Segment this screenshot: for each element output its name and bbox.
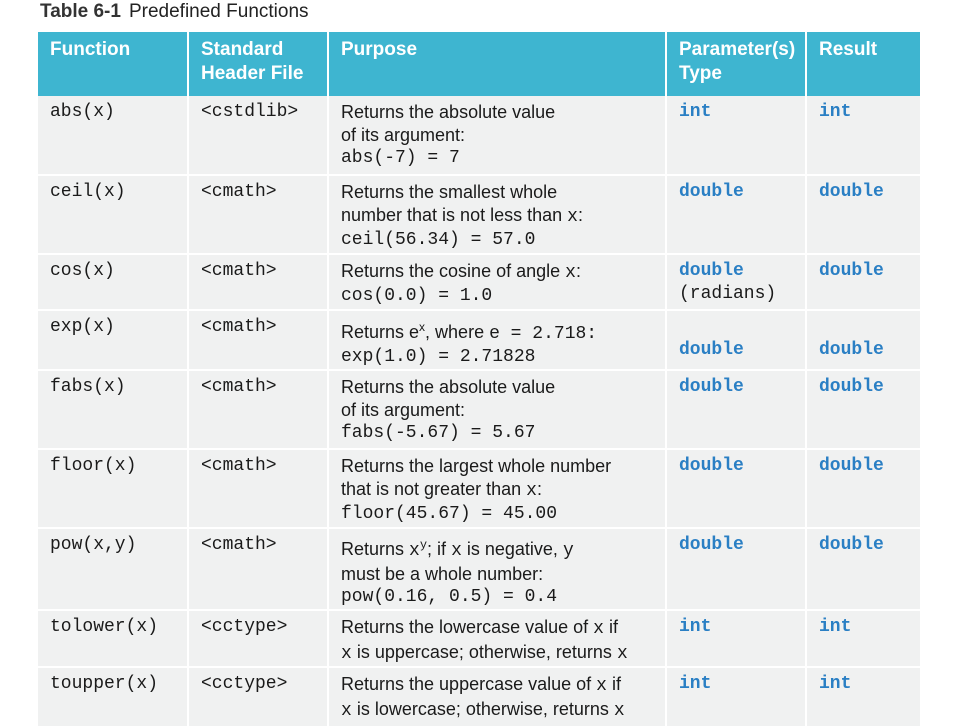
col-header-purpose: Purpose [328, 32, 666, 96]
purpose-line: that is not greater than x: [341, 479, 542, 501]
result-cell: double [806, 449, 920, 528]
result-cell: int [806, 610, 920, 667]
param-type-cell [666, 254, 806, 310]
param-type-cell: int [666, 667, 806, 727]
result-cell [806, 310, 920, 370]
param-type-cell: int [666, 96, 806, 175]
purpose-line: of its argument: [341, 125, 466, 145]
function-cell: pow(x,y) [38, 528, 188, 610]
header-file-cell: <cmath> [188, 310, 328, 370]
function-cell: toupper(x) [38, 667, 188, 727]
table-row [38, 254, 920, 310]
purpose-cell [328, 370, 666, 449]
purpose-cell [328, 667, 666, 727]
predefined-functions-table [38, 32, 920, 728]
purpose-example: floor(45.67) = 45.00 [341, 504, 558, 524]
table-row [38, 96, 920, 175]
purpose-line: Returns the lowercase value of x if [341, 617, 618, 639]
param-type-cell: int [666, 610, 806, 667]
table-number: Table 6-1 [40, 1, 121, 22]
function-cell: exp(x) [38, 310, 188, 370]
param-type-value: double [679, 261, 744, 281]
purpose-cell [328, 449, 666, 528]
purpose-example: cos(0.0) = 1.0 [341, 286, 493, 306]
table-row [38, 667, 920, 727]
param-type-value: double [679, 340, 744, 360]
purpose-cell [328, 96, 666, 175]
header-file-cell: <cmath> [188, 370, 328, 449]
purpose-line: Returns the absolute value [341, 102, 556, 122]
table-title: Predefined Functions [128, 1, 309, 22]
result-value: double [819, 340, 884, 360]
header-file-cell: <cmath> [188, 449, 328, 528]
purpose-line: Returns the absolute value [341, 377, 556, 397]
function-cell: abs(x) [38, 96, 188, 175]
param-type-cell: double [666, 528, 806, 610]
purpose-line: of its argument: [341, 400, 466, 420]
purpose-example: fabs(-5.67) = 5.67 [341, 423, 536, 443]
result-cell: double [806, 254, 920, 310]
param-type-cell [666, 310, 806, 370]
header-file-cell: <cctype> [188, 610, 328, 667]
col-header-param-line2: Type [679, 63, 722, 84]
purpose-line: x is lowercase; otherwise, returns x [341, 699, 625, 721]
col-header-header-line1: Standard [201, 39, 284, 60]
purpose-line: Returns the largest whole number [341, 456, 612, 476]
purpose-line: number that is not less than x: [341, 205, 583, 227]
purpose-example: abs(-7) = 7 [341, 148, 460, 168]
param-type-cell: double [666, 370, 806, 449]
col-header-standard-header-file [188, 32, 328, 96]
purpose-cell [328, 310, 666, 370]
col-header-header-line2: Header File [201, 63, 304, 84]
purpose-line: must be a whole number: [341, 564, 544, 584]
purpose-cell [328, 528, 666, 610]
purpose-line: Returns the smallest whole [341, 182, 558, 202]
table-row [38, 310, 920, 370]
purpose-example: pow(0.16, 0.5) = 0.4 [341, 587, 558, 607]
function-cell: floor(x) [38, 449, 188, 528]
function-cell: ceil(x) [38, 175, 188, 254]
header-row [38, 32, 920, 96]
result-cell: double [806, 175, 920, 254]
header-file-cell: <cmath> [188, 528, 328, 610]
col-header-parameter-type [666, 32, 806, 96]
header-file-cell: <cstdlib> [188, 96, 328, 175]
header-file-cell: <cmath> [188, 254, 328, 310]
table-row [38, 449, 920, 528]
table-row [38, 528, 920, 610]
header-file-cell: <cmath> [188, 175, 328, 254]
result-cell: double [806, 528, 920, 610]
function-cell: tolower(x) [38, 610, 188, 667]
param-type-note: (radians) [679, 284, 777, 304]
purpose-line: Returns the cosine of angle x: [341, 261, 581, 283]
result-cell: double [806, 370, 920, 449]
param-type-cell: double [666, 175, 806, 254]
function-cell: fabs(x) [38, 370, 188, 449]
purpose-cell [328, 610, 666, 667]
col-header-param-line1: Parameter(s) [679, 39, 796, 60]
purpose-line: Returns the uppercase value of x if [341, 674, 621, 696]
table-row [38, 175, 920, 254]
header-file-cell: <cctype> [188, 667, 328, 727]
table-caption [40, 0, 309, 26]
table-row [38, 610, 920, 667]
function-cell: cos(x) [38, 254, 188, 310]
purpose-line: Returns $x^y$; if x is negative, y [341, 538, 574, 561]
col-header-result: Result [806, 32, 920, 96]
purpose-cell [328, 254, 666, 310]
table-row [38, 370, 920, 449]
purpose-example: exp(1.0) = 2.71828 [341, 347, 536, 367]
purpose-example: ceil(56.34) = 57.0 [341, 230, 536, 250]
result-cell: int [806, 96, 920, 175]
param-type-cell: double [666, 449, 806, 528]
purpose-line: x is uppercase; otherwise, returns x [341, 642, 628, 664]
result-cell: int [806, 667, 920, 727]
purpose-cell [328, 175, 666, 254]
purpose-line: Returns $e^x$, where e = 2.718: [341, 320, 598, 344]
col-header-function: Function [38, 32, 188, 96]
